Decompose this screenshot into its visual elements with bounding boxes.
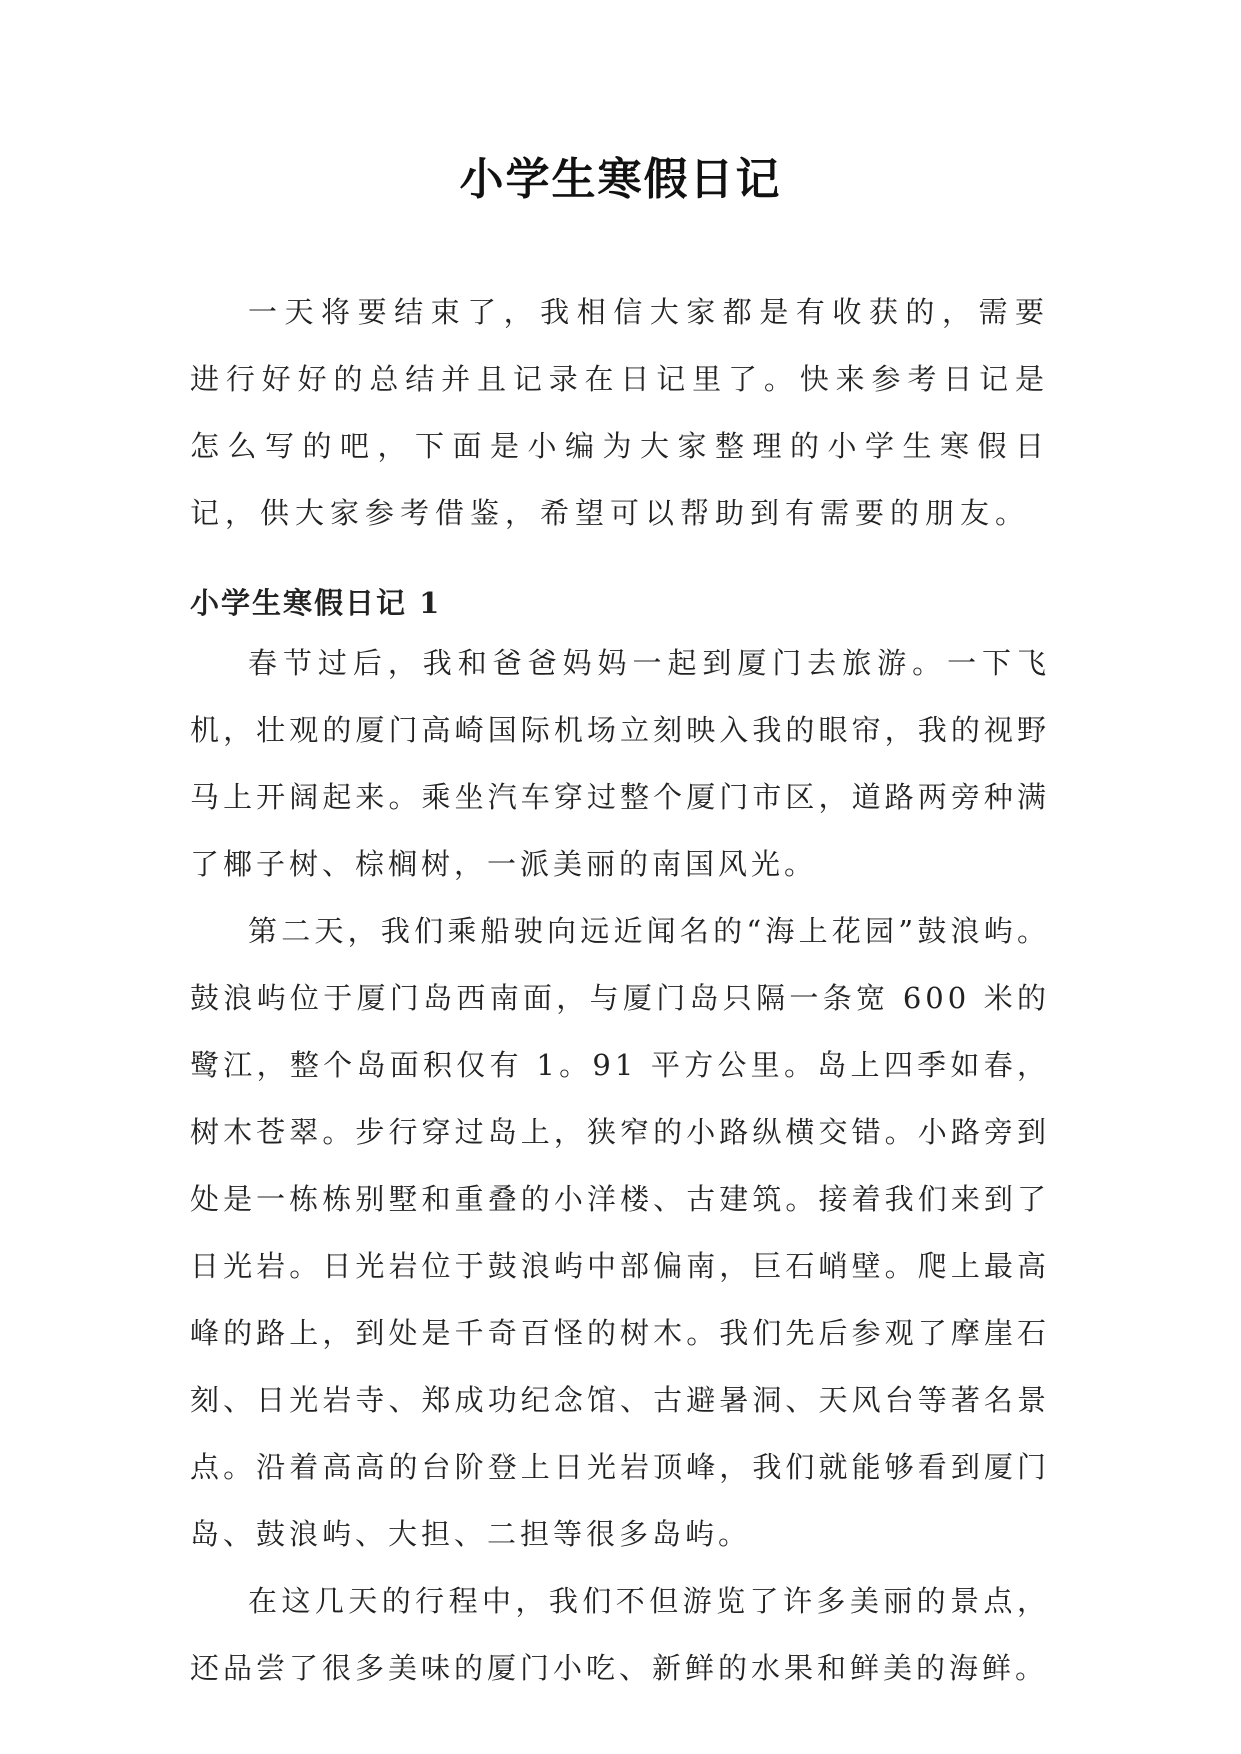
- diary-entry: [190, 630, 1050, 1702]
- diary-paragraph: 第二天，我们乘船驶向远近闻名的“海上花园”鼓浪屿。鼓浪屿位于厦门岛西南面，与厦门岛只隔一条宽 600 米的鹭江，整个岛面积仅有 1。91 平方公里。岛上四季如春，树木苍翠。步行穿过岛上，狭窄的小路纵横交错。小路旁到处是一栋栋别墅和重叠的小洋楼、古建筑。接着我们来到了日光岩。日光岩位于鼓浪屿中部偏南，巨石峭壁。爬上最高峰的路上，到处是千奇百怪的树木。我们先后参观了摩崖石刻、日光岩寺、郑成功纪念馆、古避暑洞、天风台等著名景点。沿着高高的台阶登上日光岩顶峰，我们就能够看到厦门岛、鼓浪屿、大担、二担等很多岛屿。: [190, 914, 1050, 1551]
- document-title: 小学生寒假日记: [459, 154, 782, 205]
- intro-paragraph: 一天将要结束了，我相信大家都是有收获的，需要进行好好的总结并且记录在日记里了。快来参考日记是怎么写的吧，下面是小编为大家整理的小学生寒假日记，供大家参考借鉴，希望可以帮助到有需要的朋友。: [190, 295, 1050, 530]
- diary-paragraph: 在这几天的行程中，我们不但游览了许多美丽的景点，还品尝了很多美味的厦门小吃、新鲜的水果和鲜美的海鲜。: [190, 1584, 1050, 1685]
- section-heading: 小学生寒假日记 1: [190, 586, 442, 620]
- intro-section: [190, 279, 1050, 547]
- diary-paragraph: 春节过后，我和爸爸妈妈一起到厦门去旅游。一下飞机，壮观的厦门高崎国际机场立刻映入我的眼帘，我的视野马上开阔起来。乘坐汽车穿过整个厦门市区，道路两旁种满了椰子树、棕榈树，一派美丽的南国风光。: [190, 646, 1050, 881]
